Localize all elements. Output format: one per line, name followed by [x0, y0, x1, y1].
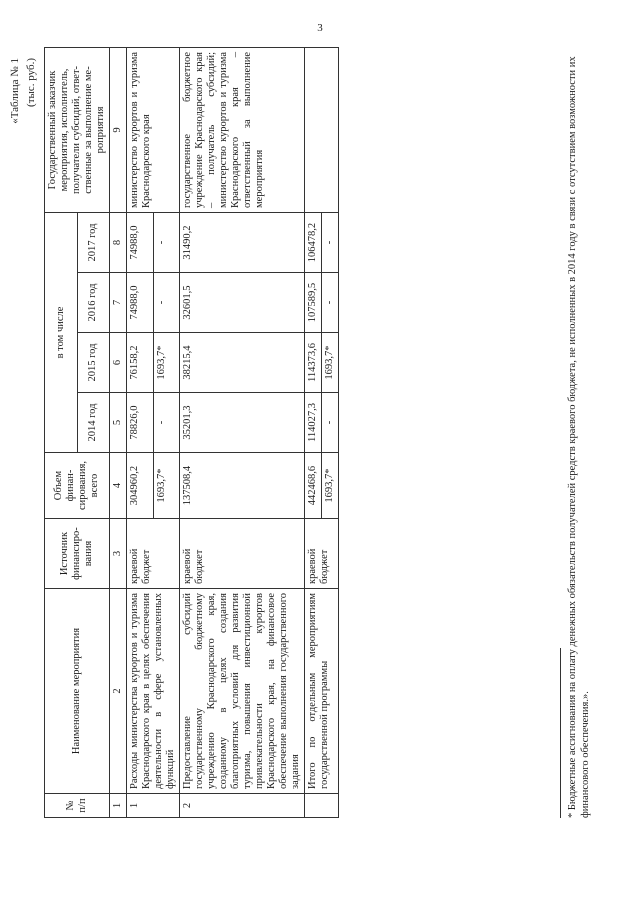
row-total: 137508,4 [180, 453, 305, 519]
row-2017: 31490,2 [180, 212, 305, 272]
row-customer: министерство курортов и туризма Краснодарского края [127, 47, 180, 212]
column-number: 5 [110, 393, 127, 453]
row-customer: государственное бюджетное учреждение Краснодарского края – получатель субсидий; министерство курортов и туризма Краснодарского края – ответственный за выполнение мероприятия [180, 47, 305, 212]
column-number: 9 [110, 47, 127, 212]
page-number: 3 [317, 22, 323, 34]
table-row [180, 47, 305, 817]
total-subrow-sum: 1693,7* [322, 453, 339, 519]
total-row [305, 47, 322, 817]
header-row [45, 47, 78, 817]
total-source: краевой бюджет [305, 519, 339, 589]
header-including: в том числе [45, 212, 78, 452]
row-2016: 74988,0 [127, 273, 154, 333]
column-number: 4 [110, 453, 127, 519]
row-2016: 32601,5 [180, 273, 305, 333]
header-2016: 2016 год [77, 273, 110, 333]
total-num [305, 794, 339, 818]
table-unit: (тыс. руб.) [25, 58, 37, 107]
header-source: Источник финансиро- вания [45, 519, 110, 589]
footnote-text: * Бюджетные ассигнования на оплату денежных обязательств получателей средств краевого бюджета, не исполненных в 2014 году в связи с отсутствием возможности их финансового обеспечения.». [567, 56, 591, 818]
table-title: «Таблица № 1 [9, 58, 21, 124]
row-num: 1 [127, 794, 180, 818]
column-number: 8 [110, 212, 127, 272]
table-caption [8, 58, 38, 124]
total-customer [305, 47, 339, 212]
subrow-2017: - [153, 212, 180, 272]
subrow-2015: 1693,7* [153, 333, 180, 393]
column-number: 6 [110, 333, 127, 393]
total-subrow-2015: 1693,7* [322, 333, 339, 393]
header-2015: 2015 год [77, 333, 110, 393]
budget-table [44, 47, 339, 818]
total-2016: 107589,5 [305, 273, 322, 333]
column-number: 3 [110, 519, 127, 589]
header-2017: 2017 год [77, 212, 110, 272]
row-2017: 74988,0 [127, 212, 154, 272]
header-name: Наименование мероприятия [45, 589, 110, 794]
row-total: 304960,2 [127, 453, 154, 519]
header-customer: Государственный заказчик мероприятия, исполнитель, получатели субсидий, ответ- ственные за выполнение ме- роприятия [45, 47, 110, 212]
rotated-page-content [0, 20, 640, 880]
total-2017: 106478,2 [305, 212, 322, 272]
total-subrow-2017: - [322, 212, 339, 272]
total-2014: 114027,3 [305, 393, 322, 453]
column-number: 2 [110, 589, 127, 794]
header-2014: 2014 год [77, 393, 110, 453]
total-sum: 442468,6 [305, 453, 322, 519]
total-name: Итого по отдельным мероприятиям государственной программы [305, 589, 339, 794]
row-source: краевой бюджет [180, 519, 305, 589]
total-subrow-2016: - [322, 273, 339, 333]
header-num: № п/п [45, 794, 110, 818]
header-total: Объем финан- сирования, всего [45, 453, 110, 519]
subrow-2014: - [153, 393, 180, 453]
column-number-row [110, 47, 127, 817]
total-subrow-2014: - [322, 393, 339, 453]
table-row [127, 47, 154, 817]
subrow-2016: - [153, 273, 180, 333]
row-2015: 38215,4 [180, 333, 305, 393]
row-name: Расходы министерства курортов и туризма Краснодарского края в целях обеспечения деятельности в сфере установленных функций [127, 589, 180, 794]
subrow-total: 1693,7* [153, 453, 180, 519]
column-number: 7 [110, 273, 127, 333]
row-2014: 35201,3 [180, 393, 305, 453]
row-2015: 76158,2 [127, 333, 154, 393]
footnote-divider [560, 648, 561, 818]
row-source: краевой бюджет [127, 519, 180, 589]
row-2014: 78826,0 [127, 393, 154, 453]
row-num: 2 [180, 794, 305, 818]
row-name: Предоставление субсидий государственному бюджетному учреждению Краснодарского края, созданному в целях создания благоприятных условий для развития туризма, повышения инвестиционной привлекательности курортов Краснодарского края, на финансовое обеспечение выполнения государственного задания [180, 589, 305, 794]
column-number: 1 [110, 794, 127, 818]
footnote [560, 38, 592, 818]
total-2015: 114373,6 [305, 333, 322, 393]
